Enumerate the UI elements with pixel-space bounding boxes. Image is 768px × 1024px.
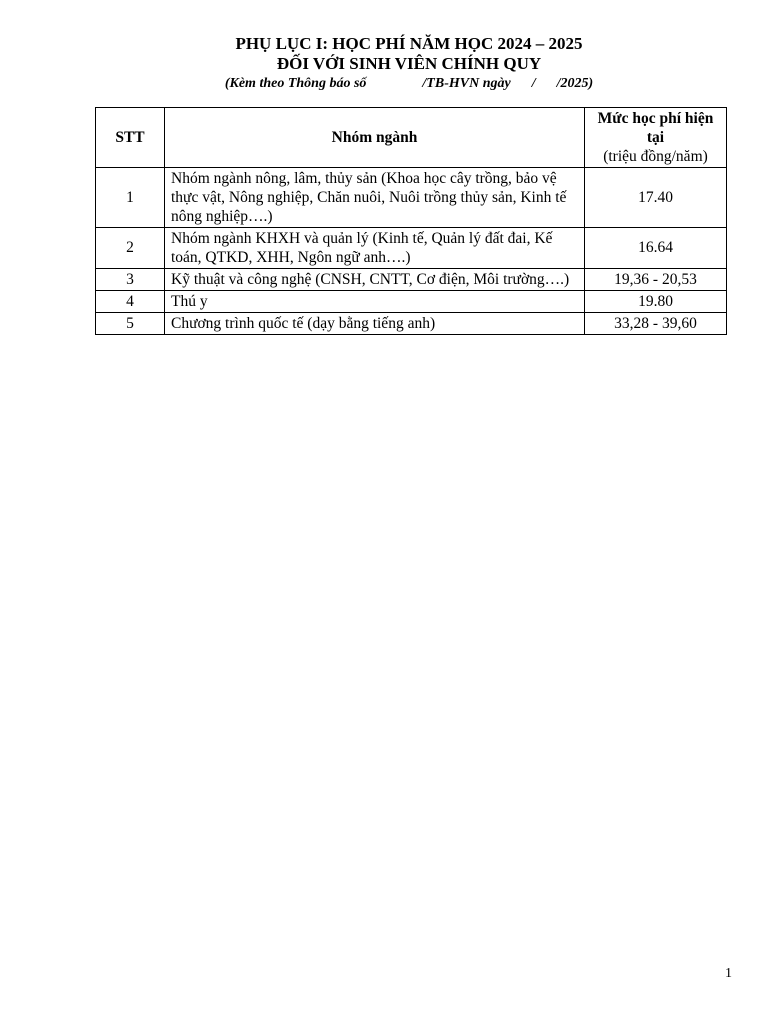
cell-fee: 17.40 [585, 168, 727, 228]
cell-fee: 33,28 - 39,60 [585, 313, 727, 335]
cell-group: Thú y [165, 291, 585, 313]
table-row [96, 291, 727, 313]
header-fee [585, 108, 727, 168]
cell-stt: 3 [96, 269, 165, 291]
cell-group: Nhóm ngành nông, lâm, thủy sản (Khoa học cây trồng, bảo vệ thực vật, Nông nghiệp, Chăn nuôi, Nuôi trồng thủy sản, Kinh tế nông nghiệp….) [165, 168, 585, 228]
cell-group: Kỹ thuật và công nghệ (CNSH, CNTT, Cơ điện, Môi trường….) [165, 269, 585, 291]
header-group: Nhóm ngành [165, 108, 585, 168]
cell-stt: 4 [96, 291, 165, 313]
header-fee-main: Mức học phí hiện tại [597, 110, 714, 146]
table-header-row [96, 108, 727, 168]
cell-fee: 19.80 [585, 291, 727, 313]
cell-group: Nhóm ngành KHXH và quản lý (Kinh tế, Quản lý đất đai, Kế toán, QTKD, XHH, Ngôn ngữ anh….) [165, 228, 585, 269]
table-row [96, 269, 727, 291]
table-row [96, 313, 727, 335]
subtitle-reference: (Kèm theo Thông báo số /TB-HVN ngày / /2025) [224, 76, 594, 91]
page-number: 1 [725, 966, 732, 981]
cell-stt: 2 [96, 228, 165, 269]
title-line-1: PHỤ LỤC I: HỌC PHÍ NĂM HỌC 2024 – 2025 [235, 34, 583, 53]
table-row [96, 228, 727, 269]
document-heading [0, 34, 768, 93]
header-stt: STT [96, 108, 165, 168]
tuition-fee-table [95, 107, 727, 335]
cell-group: Chương trình quốc tế (dạy bằng tiếng anh) [165, 313, 585, 335]
cell-stt: 1 [96, 168, 165, 228]
cell-fee: 16.64 [585, 228, 727, 269]
header-fee-unit: (triệu đồng/năm) [603, 148, 708, 165]
cell-fee: 19,36 - 20,53 [585, 269, 727, 291]
cell-stt: 5 [96, 313, 165, 335]
table-row [96, 168, 727, 228]
title-line-2: ĐỐI VỚI SINH VIÊN CHÍNH QUY [276, 54, 542, 73]
